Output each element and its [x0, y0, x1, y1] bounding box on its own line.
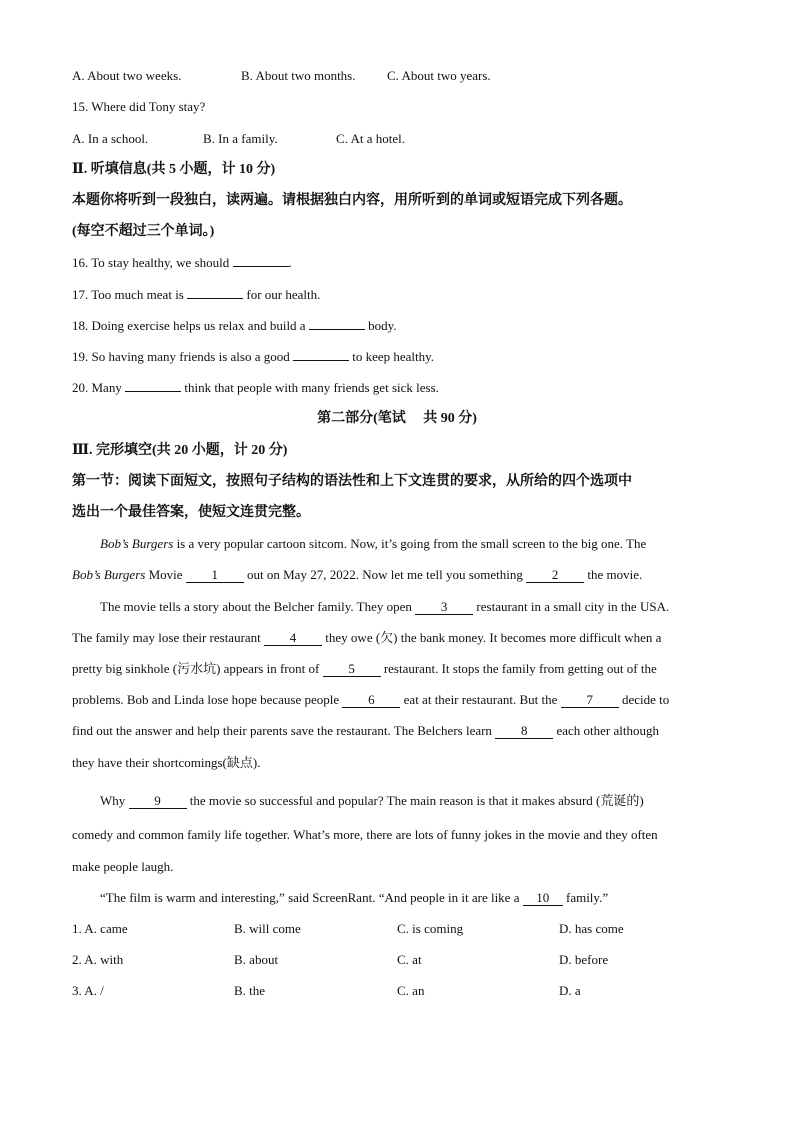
choice-3-b[interactable]: B. the — [234, 983, 266, 998]
q16-line: 16. To stay healthy, we should . — [72, 255, 292, 270]
section3-title: Ⅲ. 完形填空(共 20 小题，计 20 分) — [72, 443, 288, 458]
passage-p3-line1: Why 9 the movie so successful and popular? The main reason is that it makes absurd (荒诞的) — [100, 793, 644, 808]
choice-2-b[interactable]: B. about — [234, 952, 279, 967]
passage-p3-line3: make people laugh. — [72, 859, 174, 874]
passage-p1-line1: Bob’s Burgers is a very popular cartoon sitcom. Now, it’s going from the small screen to the big one. The — [100, 536, 647, 551]
q14-option-a: A. About two weeks. — [72, 68, 182, 83]
cloze-blank-5[interactable]: 5 — [323, 662, 381, 677]
passage-p2-line6: they have their shortcomings(缺点). — [72, 755, 261, 770]
passage-p2-line2: The family may lose their restaurant 4 they owe (欠) the bank money. It becomes more difficult when a — [72, 630, 662, 645]
passage-p3-line2: comedy and common family life together. What’s more, there are lots of funny jokes in the movie and they often — [72, 827, 658, 842]
q15-option-c: C. At a hotel. — [336, 131, 405, 146]
cloze-blank-7[interactable]: 7 — [561, 693, 619, 708]
answer-blank[interactable] — [309, 329, 365, 330]
passage-p2-line4: problems. Bob and Linda lose hope because people 6 eat at their restaurant. But the 7 decide to — [72, 692, 670, 707]
answer-blank[interactable] — [187, 298, 243, 299]
choice-1-c[interactable]: C. is coming — [397, 921, 464, 936]
answer-blank[interactable] — [125, 391, 181, 392]
cloze-blank-2[interactable]: 2 — [526, 568, 584, 583]
passage-p1-line2: Bob’s Burgers Movie 1 out on May 27, 2022. Now let me tell you something 2 the movie. — [72, 567, 643, 582]
q15-question: 15. Where did Tony stay? — [72, 99, 206, 114]
choice-3-c[interactable]: C. an — [397, 983, 425, 998]
passage-p2-line1: The movie tells a story about the Belcher family. They open 3 restaurant in a small city in the USA. — [100, 599, 670, 614]
q14-option-c: C. About two years. — [387, 68, 491, 83]
answer-blank[interactable] — [293, 360, 349, 361]
q15-option-b: B. In a family. — [203, 131, 278, 146]
choice-row-2 — [72, 951, 722, 969]
choice-1-d[interactable]: D. has come — [559, 921, 624, 936]
choice-3-a[interactable]: 3. A. / — [72, 983, 104, 998]
answer-blank[interactable] — [233, 266, 289, 267]
part2-title: 第二部分(笔试 共 90 分) — [317, 411, 477, 426]
choice-2-d[interactable]: D. before — [559, 952, 609, 967]
passage-p2-line5: find out the answer and help their parents save the restaurant. The Belchers learn 8 each other although — [72, 723, 659, 738]
passage-p4-line1: “The film is warm and interesting,” said ScreenRant. “And people in it are like a 10 family.” — [100, 890, 609, 905]
cloze-blank-3[interactable]: 3 — [415, 600, 473, 615]
section3-instruction-2: 选出一个最佳答案，使短文连贯完整。 — [72, 505, 310, 520]
q14-option-b: B. About two months. — [241, 68, 356, 83]
choice-row-3 — [72, 982, 722, 1000]
cloze-blank-9[interactable]: 9 — [129, 794, 187, 809]
section3-instruction-1: 第一节：阅读下面短文，按照句子结构的语法性和上下文连贯的要求，从所给的四个选项中 — [72, 474, 632, 489]
q19-line: 19. So having many friends is also a good to keep healthy. — [72, 349, 435, 364]
cloze-blank-6[interactable]: 6 — [342, 693, 400, 708]
cloze-blank-4[interactable]: 4 — [264, 631, 322, 646]
choice-3-d[interactable]: D. a — [559, 983, 581, 998]
cloze-blank-8[interactable]: 8 — [495, 724, 553, 739]
section2-title: Ⅱ. 听填信息(共 5 小题，计 10 分) — [72, 162, 276, 177]
choice-1-b[interactable]: B. will come — [234, 921, 301, 936]
choice-2-a[interactable]: 2. A. with — [72, 952, 124, 967]
q15-option-a: A. In a school. — [72, 131, 149, 146]
q15-options — [72, 130, 722, 148]
cloze-blank-1[interactable]: 1 — [186, 568, 244, 583]
section2-instruction-2: (每空不超过三个单词。) — [72, 224, 215, 239]
choice-row-1 — [72, 920, 722, 938]
choice-1-a[interactable]: 1. A. came — [72, 921, 128, 936]
q14-options — [72, 67, 722, 85]
q20-line: 20. Many think that people with many friends get sick less. — [72, 380, 439, 395]
section2-instruction-1: 本题你将听到一段独白，读两遍。请根据独白内容，用所听到的单词或短语完成下列各题。 — [72, 193, 632, 208]
cloze-blank-10[interactable]: 10 — [523, 891, 563, 906]
choice-2-c[interactable]: C. at — [397, 952, 422, 967]
q18-line: 18. Doing exercise helps us relax and build a body. — [72, 318, 397, 333]
passage-p2-line3: pretty big sinkhole (污水坑) appears in front of 5 restaurant. It stops the family from getting out of the — [72, 661, 657, 676]
q17-line: 17. Too much meat is for our health. — [72, 287, 321, 302]
